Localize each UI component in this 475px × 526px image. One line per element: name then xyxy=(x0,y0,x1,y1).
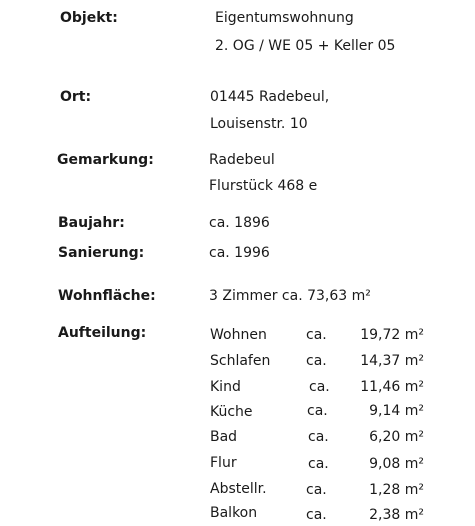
room-ca: ca. xyxy=(308,456,329,472)
room-area: 11,46 m² xyxy=(360,379,424,395)
room-area: 6,20 m² xyxy=(369,429,424,445)
ort-label: Ort: xyxy=(60,89,92,105)
room-name: Schlafen xyxy=(210,353,271,369)
ort-street-value: Louisenstr. 10 xyxy=(210,116,308,132)
baujahr-label: Baujahr: xyxy=(58,215,125,231)
gemarkung-name-value: Radebeul xyxy=(209,152,275,168)
room-name: Wohnen xyxy=(210,327,267,343)
gemarkung-label: Gemarkung: xyxy=(57,152,154,168)
wohnflaeche-label: Wohnfläche: xyxy=(58,288,156,304)
sanierung-value: ca. 1996 xyxy=(209,245,270,261)
objekt-label: Objekt: xyxy=(60,10,118,26)
gemarkung-parcel-value: Flurstück 468 e xyxy=(209,178,318,194)
ort-city-value: 01445 Radebeul, xyxy=(210,89,330,105)
room-ca: ca. xyxy=(309,379,330,395)
room-ca: ca. xyxy=(306,507,327,523)
room-name: Bad xyxy=(210,429,238,445)
room-area: 2,38 m² xyxy=(369,507,424,523)
baujahr-value: ca. 1896 xyxy=(209,215,270,231)
room-area: 9,14 m² xyxy=(369,403,424,419)
room-ca: ca. xyxy=(306,327,327,343)
room-ca: ca. xyxy=(306,353,327,369)
room-ca: ca. xyxy=(306,482,327,498)
room-area: 1,28 m² xyxy=(369,482,424,498)
room-ca: ca. xyxy=(308,429,329,445)
aufteilung-label: Aufteilung: xyxy=(58,325,147,341)
objekt-type-value: Eigentumswohnung xyxy=(215,10,354,26)
room-name: Küche xyxy=(210,404,253,420)
sanierung-label: Sanierung: xyxy=(58,245,145,261)
room-name: Balkon xyxy=(210,505,258,521)
room-area: 14,37 m² xyxy=(360,353,424,369)
room-area: 19,72 m² xyxy=(360,327,424,343)
room-name: Flur xyxy=(210,455,237,471)
room-area: 9,08 m² xyxy=(369,456,424,472)
wohnflaeche-value: 3 Zimmer ca. 73,63 m² xyxy=(209,288,371,304)
objekt-unit-value: 2. OG / WE 05 + Keller 05 xyxy=(215,38,396,54)
room-ca: ca. xyxy=(307,403,328,419)
room-name: Kind xyxy=(210,379,241,395)
room-name: Abstellr. xyxy=(210,481,267,497)
